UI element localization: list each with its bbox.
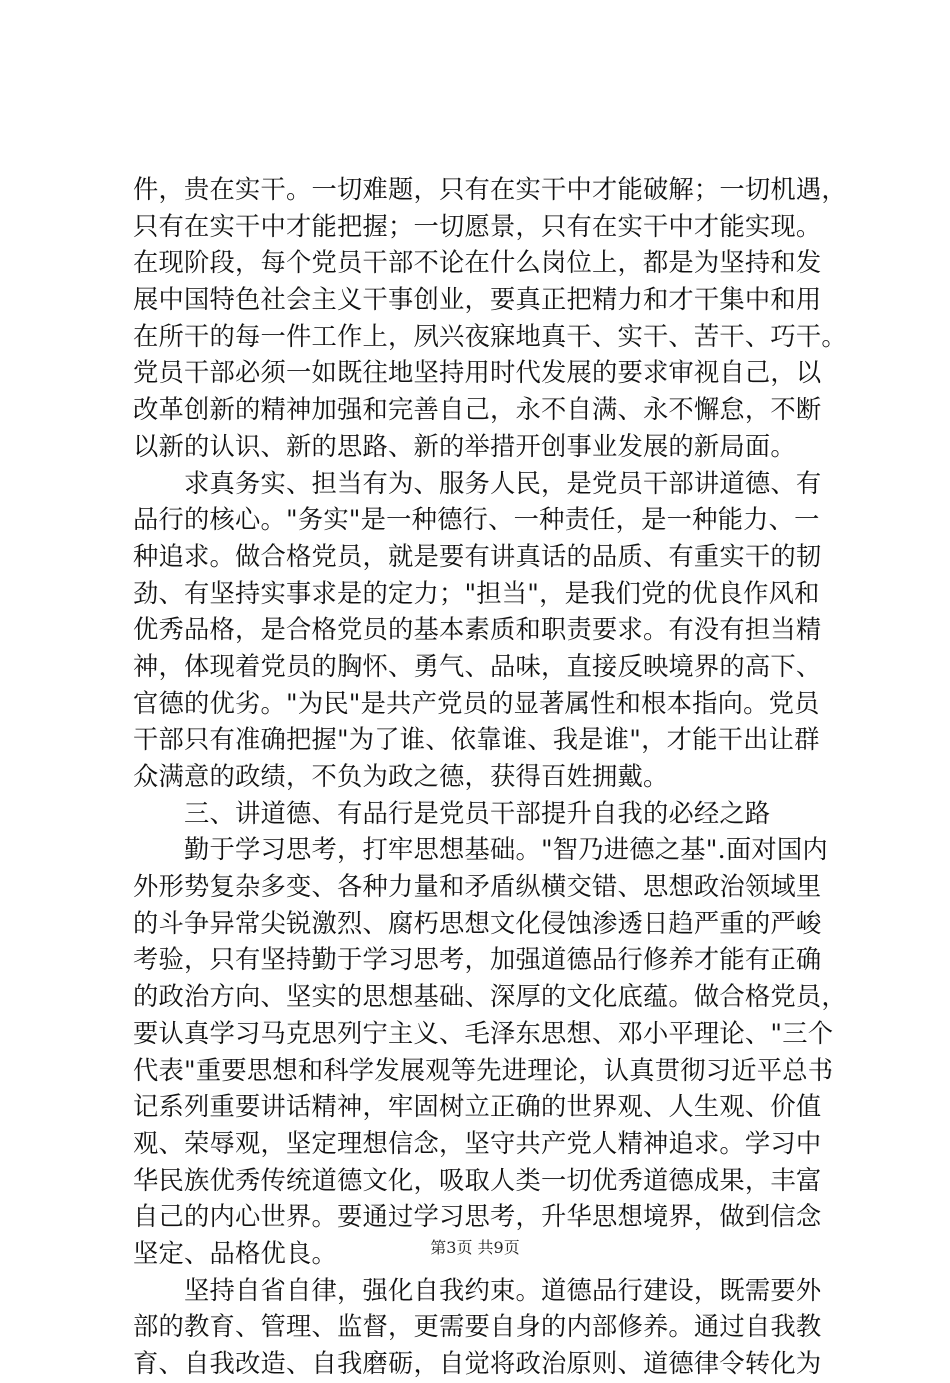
text-line: 件，贵在实干。一切难题，只有在实干中才能破解；一切机遇， <box>133 175 847 204</box>
text-line: 劲、有坚持实事求是的定力；"担当"，是我们党的优良作风和 <box>133 578 820 608</box>
text-line: 外形势复杂多变、各种力量和矛盾纵横交错、思想政治领域里 <box>133 872 822 902</box>
text-line: 众满意的政绩，不负为政之德，获得百姓拥戴。 <box>133 762 669 791</box>
text-line: 党员干部必须一如既往地坚持用时代发展的要求审视自己，以 <box>133 358 822 388</box>
text-line: 优秀品格，是合格党员的基本素质和职责要求。有没有担当精 <box>133 615 822 645</box>
text-line: 求真务实、担当有为、服务人民，是党员干部讲道德、有 <box>133 468 822 498</box>
text-line: 在现阶段，每个党员干部不论在什么岗位上，都是为坚持和发 <box>133 248 822 278</box>
text-line: 品行的核心。"务实"是一种德行、一种责任，是一种能力、一 <box>133 505 820 535</box>
text-line: 官德的优劣。"为民"是共产党员的显著属性和根本指向。党员 <box>133 688 820 718</box>
page-number-footer: 第3页 共9页 <box>430 1238 520 1257</box>
text-line: 育、自我改造、自我磨砺，自觉将政治原则、道德律令转化为 <box>133 1349 822 1378</box>
text-line: 考验，只有坚持勤于学习思考，加强道德品行修养才能有正确 <box>133 945 822 975</box>
text-line: 的政治方向、坚实的思想基础、深厚的文化底蕴。做合格党员， <box>133 982 847 1012</box>
text-line: 在所干的每一件工作上，夙兴夜寐地真干、实干、苦干、巧干。 <box>133 321 847 351</box>
text-line: 种追求。做合格党员，就是要有讲真话的品质、有重实干的韧 <box>133 541 822 571</box>
section-heading: 三、讲道德、有品行是党员干部提升自我的必经之路 <box>133 798 771 828</box>
text-line: 以新的认识、新的思路、新的举措开创事业发展的新局面。 <box>133 431 796 461</box>
text-line: 干部只有准确把握"为了谁、依靠谁、我是谁"，才能干出让群 <box>133 725 820 755</box>
text-line: 自己的内心世界。要通过学习思考，升华思想境界，做到信念 <box>133 1202 822 1232</box>
text-line: 代表"重要思想和科学发展观等先进理论，认真贯彻习近平总书 <box>133 1055 834 1085</box>
text-line: 要认真学习马克思列宁主义、毛泽东思想、邓小平理论、"三个 <box>133 1018 834 1048</box>
text-line: 只有在实干中才能把握；一切愿景，只有在实干中才能实现。 <box>133 211 822 241</box>
document-body <box>133 172 847 1383</box>
text-line: 神，体现着党员的胸怀、勇气、品味，直接反映境界的高下、 <box>133 651 822 681</box>
text-line: 观、荣辱观，坚定理想信念，坚守共产党人精神追求。学习中 <box>133 1128 822 1158</box>
text-line: 展中国特色社会主义干事创业，要真正把精力和才干集中和用 <box>133 285 822 315</box>
text-line: 坚持自省自律，强化自我约束。道德品行建设，既需要外 <box>133 1275 822 1305</box>
text-line: 勤于学习思考，打牢思想基础。"智乃进德之基".面对国内 <box>133 835 828 865</box>
text-line: 改革创新的精神加强和完善自己，永不自满、永不懈怠，不断 <box>133 395 822 425</box>
text-line: 坚定、品格优良。 <box>133 1238 337 1268</box>
text-line: 记系列重要讲话精神，牢固树立正确的世界观、人生观、价值 <box>133 1092 822 1122</box>
text-line: 的斗争异常尖锐激烈、腐朽思想文化侵蚀渗透日趋严重的严峻 <box>133 908 822 938</box>
text-line: 部的教育、管理、监督，更需要自身的内部修养。通过自我教 <box>133 1312 822 1342</box>
text-line: 华民族优秀传统道德文化，吸取人类一切优秀道德成果，丰富 <box>133 1165 822 1195</box>
